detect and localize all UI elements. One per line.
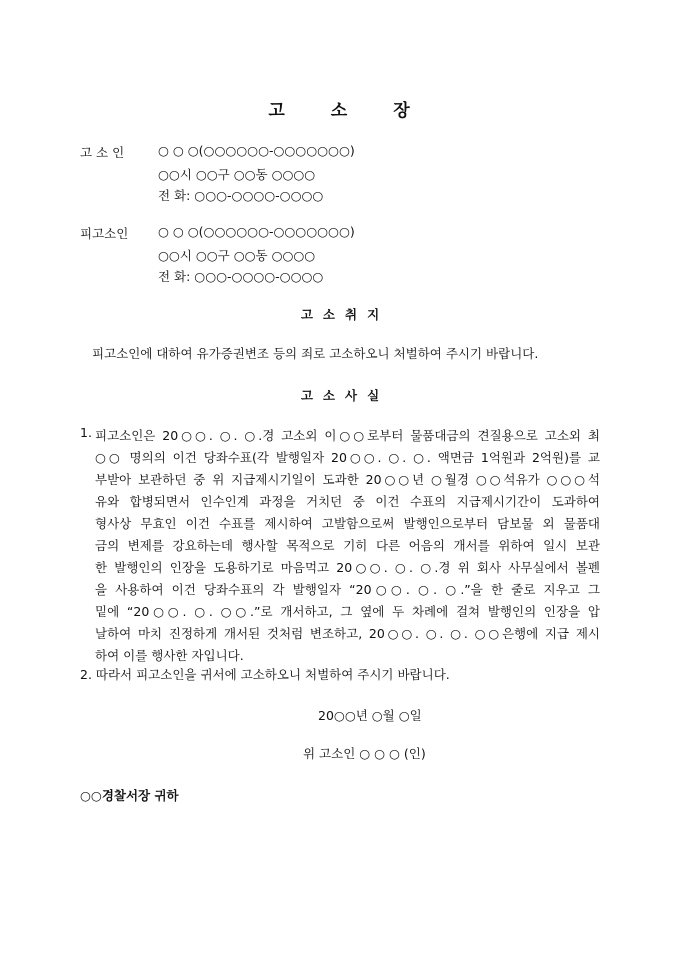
heading-char: 고 bbox=[300, 388, 313, 403]
fact-paragraph-1 bbox=[80, 425, 600, 667]
document-date: 20○○년 ○월 ○일 bbox=[318, 708, 422, 723]
defendant-address: ○○시 ○○구 ○○동 ○○○○ bbox=[158, 248, 316, 263]
fact-line: 밑에 “20○○. ○. ○○.”로 개서하고, 그 옆에 두 차례에 걸쳐 발행인의 인장을 압 bbox=[95, 604, 600, 619]
heading-char: 소 bbox=[322, 307, 335, 322]
fact-line: 한 발행인의 인장을 도용하기로 마음먹고 20○○. ○. ○.경 위 회사 사무실에서 볼펜 bbox=[95, 560, 600, 575]
fact-line: 을 사용하여 이건 당좌수표의 각 발행일자 “20○○. ○. ○.”을 한 줄로 지우고 그 bbox=[95, 582, 600, 597]
purpose-text: 피고소인에 대하여 유가증권변조 등의 죄로 고소하오니 처벌하여 주시기 바랍니다. bbox=[92, 346, 539, 361]
fact-line: 피고소인은 20○○. ○. ○.경 고소외 이○○로부터 물품대금의 견질용으로 고소외 최 bbox=[95, 428, 600, 443]
fact-line: 날하여 마치 진정하게 개서된 것처럼 변조하고, 20○○. ○. ○. ○○은행에 지급 제시 bbox=[95, 626, 600, 641]
purpose-heading bbox=[0, 305, 680, 323]
complainant-name: ○ ○ ○(○○○○○○-○○○○○○○) bbox=[158, 143, 355, 158]
fact-line: 유와 합병되면서 인수인계 과정을 거치던 중 이건 수표의 지급제시기간이 도과하여 bbox=[95, 494, 600, 509]
facts-heading bbox=[0, 386, 680, 404]
fact-line: 금의 변제를 강요하는데 행사할 목적으로 기히 다른 어음의 개서를 위하여 일시 보관 bbox=[95, 538, 600, 553]
fact-number: 1. bbox=[80, 425, 92, 440]
fact-line: 형사상 무효인 이건 수표를 제시하여 고발함으로써 발행인으로부터 담보물 외 물품대 bbox=[95, 516, 600, 531]
title-char: 고 bbox=[268, 101, 287, 121]
complainant-signature: 위 고소인 ○ ○ ○ (인) bbox=[303, 746, 426, 761]
title-char: 소 bbox=[330, 101, 350, 121]
fact-line: 부받아 보관하던 중 위 지급제시기일이 도과한 20○○년 ○월경 ○○석유가 ○○○석 bbox=[95, 472, 600, 487]
complainant-label: 고 소 인 bbox=[80, 145, 125, 160]
document-title bbox=[0, 96, 680, 121]
fact-line: 하여 이를 행사한 자입니다. bbox=[95, 648, 244, 663]
defendant-name: ○ ○ ○(○○○○○○-○○○○○○○) bbox=[158, 224, 355, 239]
heading-char: 실 bbox=[367, 388, 380, 403]
heading-char: 고 bbox=[300, 307, 313, 322]
defendant-phone: 전 화: ○○○-○○○○-○○○○ bbox=[158, 269, 324, 284]
heading-char: 지 bbox=[367, 307, 380, 322]
defendant-label: 피고소인 bbox=[80, 226, 129, 241]
complainant-address: ○○시 ○○구 ○○동 ○○○○ bbox=[158, 167, 316, 182]
addressee: ○○경찰서장 귀하 bbox=[80, 788, 179, 803]
fact-line: ○○ 명의의 이건 당좌수표(각 발행일자 20○○. ○. ○. 액면금 1억원과 2억원)를 교 bbox=[95, 450, 600, 465]
heading-char: 사 bbox=[345, 388, 358, 403]
complainant-phone: 전 화: ○○○-○○○○-○○○○ bbox=[158, 188, 324, 203]
heading-char: 소 bbox=[322, 388, 335, 403]
heading-char: 취 bbox=[345, 307, 358, 322]
title-char: 장 bbox=[393, 101, 412, 121]
fact-paragraph-2: 2. 따라서 피고소인을 귀서에 고소하오니 처벌하여 주시기 바랍니다. bbox=[80, 667, 450, 682]
